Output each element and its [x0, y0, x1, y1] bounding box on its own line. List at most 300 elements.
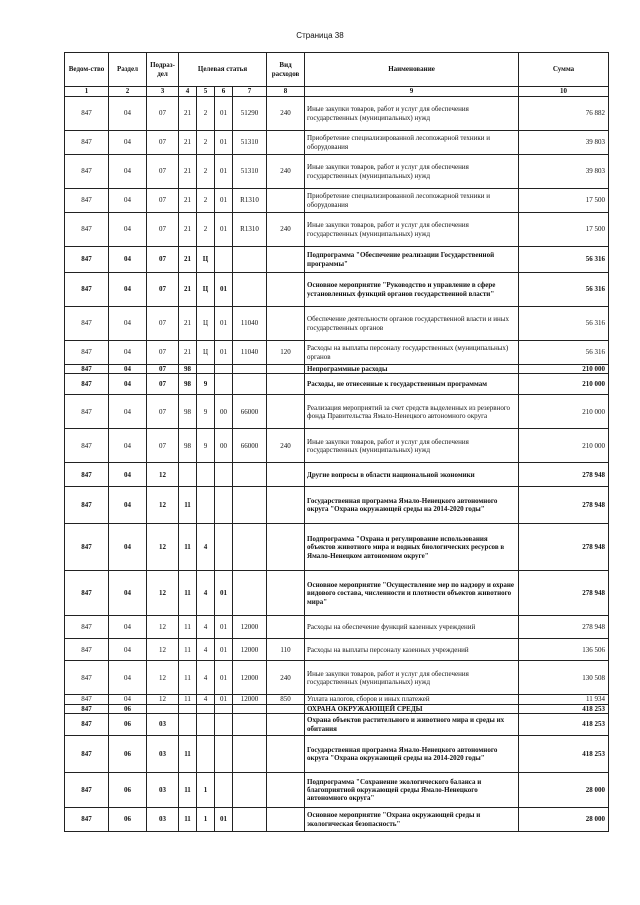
cs2-cell: 1: [197, 808, 215, 832]
ved-cell: 847: [65, 571, 109, 616]
vid-cell: [267, 307, 305, 341]
razdel-cell: 04: [109, 97, 147, 131]
cs2-cell: Ц: [197, 341, 215, 365]
cs4-cell: 51310: [233, 155, 267, 189]
cs2-cell: 9: [197, 374, 215, 395]
razdel-cell: 06: [109, 736, 147, 773]
cs2-cell: [197, 704, 215, 713]
ved-cell: 847: [65, 773, 109, 808]
table-row: [65, 487, 609, 524]
cs3-cell: 01: [215, 639, 233, 661]
cs1-cell: 98: [179, 429, 197, 463]
podrazdel-cell: 07: [147, 429, 179, 463]
sum-cell: 136 506: [519, 639, 609, 661]
razdel-cell: 04: [109, 487, 147, 524]
razdel-cell: 06: [109, 808, 147, 832]
col-number: 2: [109, 87, 147, 97]
cs3-cell: 01: [215, 131, 233, 155]
page-number-label: Страница 38: [296, 31, 344, 40]
ved-cell: 847: [65, 131, 109, 155]
table-row: [65, 189, 609, 213]
sum-cell: 210 000: [519, 395, 609, 429]
ved-cell: 847: [65, 616, 109, 639]
vid-cell: [267, 374, 305, 395]
cs3-cell: [215, 773, 233, 808]
razdel-cell: 04: [109, 429, 147, 463]
header-celevaya: Целевая статья: [179, 53, 267, 87]
ved-cell: 847: [65, 155, 109, 189]
name-cell: Государственная программа Ямало-Ненецкого автономного округа "Охрана окружающей среды на 2014-2020 годы": [305, 487, 519, 524]
cs3-cell: [215, 487, 233, 524]
table-row: [65, 374, 609, 395]
cs4-cell: 51310: [233, 131, 267, 155]
col-number: 4: [179, 87, 197, 97]
vid-cell: [267, 616, 305, 639]
cs2-cell: [197, 365, 215, 374]
vid-cell: [267, 736, 305, 773]
header-ved: Ведом-ство: [65, 53, 109, 87]
cs3-cell: 01: [215, 808, 233, 832]
cs2-cell: 4: [197, 616, 215, 639]
cs1-cell: 11: [179, 773, 197, 808]
cs1-cell: 11: [179, 639, 197, 661]
budget-table: [64, 52, 609, 832]
name-cell: Иные закупки товаров, работ и услуг для обеспечения государственных (муниципальных) нужд: [305, 213, 519, 247]
cs4-cell: [233, 808, 267, 832]
cs3-cell: 01: [215, 616, 233, 639]
vid-cell: 120: [267, 341, 305, 365]
razdel-cell: 06: [109, 704, 147, 713]
col-number: 1: [65, 87, 109, 97]
cs1-cell: 21: [179, 213, 197, 247]
razdel-cell: 04: [109, 639, 147, 661]
sum-cell: 17 500: [519, 189, 609, 213]
podrazdel-cell: 07: [147, 247, 179, 273]
name-cell: Обеспечение деятельности органов государственной власти и иных государственных органов: [305, 307, 519, 341]
vid-cell: [267, 247, 305, 273]
podrazdel-cell: 07: [147, 365, 179, 374]
cs2-cell: 9: [197, 395, 215, 429]
name-cell: Приобретение специализированной лесопожарной техники и оборудования: [305, 189, 519, 213]
ved-cell: 847: [65, 695, 109, 704]
cs4-cell: R1310: [233, 213, 267, 247]
name-cell: Государственная программа Ямало-Ненецкого автономного округа "Охрана окружающей среды на 2014-2020 годы": [305, 736, 519, 773]
cs1-cell: 21: [179, 155, 197, 189]
column-number-row: [65, 87, 609, 97]
name-cell: Расходы на обеспечение функций казенных учреждений: [305, 616, 519, 639]
podrazdel-cell: 07: [147, 341, 179, 365]
cs4-cell: [233, 714, 267, 736]
cs3-cell: 00: [215, 429, 233, 463]
cs4-cell: 51290: [233, 97, 267, 131]
cs1-cell: 21: [179, 341, 197, 365]
cs3-cell: 01: [215, 97, 233, 131]
sum-cell: 56 316: [519, 341, 609, 365]
cs4-cell: [233, 524, 267, 571]
cs3-cell: [215, 524, 233, 571]
ved-cell: 847: [65, 213, 109, 247]
col-number: 3: [147, 87, 179, 97]
podrazdel-cell: 03: [147, 773, 179, 808]
cs4-cell: 12000: [233, 661, 267, 695]
razdel-cell: 04: [109, 524, 147, 571]
vid-cell: [267, 131, 305, 155]
cs3-cell: [215, 736, 233, 773]
cs4-cell: 66000: [233, 395, 267, 429]
table-row: [65, 429, 609, 463]
cs4-cell: [233, 365, 267, 374]
vid-cell: [267, 808, 305, 832]
cs3-cell: 01: [215, 307, 233, 341]
vid-cell: 240: [267, 213, 305, 247]
vid-cell: 110: [267, 639, 305, 661]
cs2-cell: Ц: [197, 307, 215, 341]
cs3-cell: 01: [215, 189, 233, 213]
name-cell: Основное мероприятие "Осуществление мер по надзору и охране видового состава, численности и плотности объектов животного мира": [305, 571, 519, 616]
col-number: 8: [267, 87, 305, 97]
cs4-cell: [233, 487, 267, 524]
ved-cell: 847: [65, 714, 109, 736]
name-cell: Подпрограмма "Обеспечение реализации Государственной программы": [305, 247, 519, 273]
cs2-cell: 2: [197, 131, 215, 155]
razdel-cell: 04: [109, 131, 147, 155]
table-row: [65, 247, 609, 273]
razdel-cell: 04: [109, 341, 147, 365]
cs2-cell: Ц: [197, 247, 215, 273]
podrazdel-cell: 12: [147, 463, 179, 487]
name-cell: Другие вопросы в области национальной экономики: [305, 463, 519, 487]
col-number: 7: [233, 87, 267, 97]
ved-cell: 847: [65, 341, 109, 365]
sum-cell: 278 948: [519, 487, 609, 524]
ved-cell: 847: [65, 247, 109, 273]
name-cell: Основное мероприятие "Охрана окружающей среды и экологическая безопасность": [305, 808, 519, 832]
cs2-cell: 4: [197, 639, 215, 661]
table-row: [65, 463, 609, 487]
table-row: [65, 273, 609, 307]
name-cell: Расходы, не отнесенные к государственным программам: [305, 374, 519, 395]
razdel-cell: 06: [109, 714, 147, 736]
ved-cell: 847: [65, 307, 109, 341]
podrazdel-cell: 12: [147, 571, 179, 616]
table-row: [65, 639, 609, 661]
cs1-cell: 98: [179, 365, 197, 374]
cs2-cell: [197, 736, 215, 773]
cs4-cell: [233, 704, 267, 713]
vid-cell: 240: [267, 661, 305, 695]
cs3-cell: [215, 463, 233, 487]
sum-cell: 278 948: [519, 571, 609, 616]
podrazdel-cell: 07: [147, 97, 179, 131]
vid-cell: [267, 365, 305, 374]
cs2-cell: 4: [197, 571, 215, 616]
cs2-cell: 4: [197, 661, 215, 695]
ved-cell: 847: [65, 808, 109, 832]
cs2-cell: [197, 714, 215, 736]
cs4-cell: [233, 374, 267, 395]
header-sum: Сумма: [519, 53, 609, 87]
vid-cell: 240: [267, 97, 305, 131]
sum-cell: 39 803: [519, 155, 609, 189]
cs3-cell: 01: [215, 341, 233, 365]
header-razdel: Раздел: [109, 53, 147, 87]
table-row: [65, 661, 609, 695]
cs3-cell: [215, 365, 233, 374]
sum-cell: 11 934: [519, 695, 609, 704]
ved-cell: 847: [65, 395, 109, 429]
cs1-cell: 21: [179, 131, 197, 155]
name-cell: ОХРАНА ОКРУЖАЮЩЕЙ СРЕДЫ: [305, 704, 519, 713]
table-row: [65, 704, 609, 713]
razdel-cell: 04: [109, 571, 147, 616]
name-cell: Подпрограмма "Охрана и регулирование использования объектов животного мира и водных биологических ресурсов в Ямало-Ненецком автономном округе": [305, 524, 519, 571]
sum-cell: 278 948: [519, 524, 609, 571]
podrazdel-cell: 03: [147, 808, 179, 832]
ved-cell: 847: [65, 639, 109, 661]
name-cell: Приобретение специализированной лесопожарной техники и оборудования: [305, 131, 519, 155]
vid-cell: 850: [267, 695, 305, 704]
vid-cell: [267, 714, 305, 736]
razdel-cell: 04: [109, 695, 147, 704]
sum-cell: 28 000: [519, 773, 609, 808]
cs2-cell: 2: [197, 155, 215, 189]
cs4-cell: [233, 736, 267, 773]
cs1-cell: 11: [179, 524, 197, 571]
name-cell: Охрана объектов растительного и животного мира и среды их обитания: [305, 714, 519, 736]
cs3-cell: 01: [215, 155, 233, 189]
table-row: [65, 97, 609, 131]
cs3-cell: 01: [215, 695, 233, 704]
podrazdel-cell: [147, 704, 179, 713]
cs4-cell: 12000: [233, 616, 267, 639]
table-row: [65, 524, 609, 571]
cs3-cell: 01: [215, 213, 233, 247]
table-row: [65, 773, 609, 808]
name-cell: Расходы на выплаты персоналу казенных учреждений: [305, 639, 519, 661]
vid-cell: 240: [267, 429, 305, 463]
cs1-cell: 11: [179, 487, 197, 524]
table-row: [65, 736, 609, 773]
razdel-cell: 04: [109, 155, 147, 189]
cs4-cell: 12000: [233, 695, 267, 704]
sum-cell: 28 000: [519, 808, 609, 832]
vid-cell: [267, 704, 305, 713]
ved-cell: 847: [65, 429, 109, 463]
cs4-cell: [233, 273, 267, 307]
ved-cell: 847: [65, 463, 109, 487]
podrazdel-cell: 03: [147, 736, 179, 773]
ved-cell: 847: [65, 736, 109, 773]
cs1-cell: 11: [179, 736, 197, 773]
col-number: 6: [215, 87, 233, 97]
ved-cell: 847: [65, 487, 109, 524]
ved-cell: 847: [65, 189, 109, 213]
podrazdel-cell: 12: [147, 661, 179, 695]
vid-cell: 240: [267, 155, 305, 189]
cs4-cell: 11040: [233, 341, 267, 365]
podrazdel-cell: 07: [147, 273, 179, 307]
razdel-cell: 04: [109, 307, 147, 341]
sum-cell: 56 316: [519, 273, 609, 307]
razdel-cell: 04: [109, 616, 147, 639]
name-cell: Непрограммные расходы: [305, 365, 519, 374]
table-row: [65, 395, 609, 429]
sum-cell: 130 508: [519, 661, 609, 695]
table-row: [65, 131, 609, 155]
header-vid: Вид расходов: [267, 53, 305, 87]
cs1-cell: 21: [179, 97, 197, 131]
name-cell: Основное мероприятие "Руководство и управление в сфере установленных функций органов государственной власти": [305, 273, 519, 307]
cs3-cell: 00: [215, 395, 233, 429]
cs3-cell: 01: [215, 571, 233, 616]
table-row: [65, 695, 609, 704]
header-name: Наименование: [305, 53, 519, 87]
cs4-cell: [233, 247, 267, 273]
cs1-cell: 21: [179, 189, 197, 213]
cs1-cell: 11: [179, 808, 197, 832]
ved-cell: 847: [65, 97, 109, 131]
table-row: [65, 571, 609, 616]
ved-cell: 847: [65, 374, 109, 395]
header-podrazdel: Подраз-дел: [147, 53, 179, 87]
cs1-cell: 11: [179, 571, 197, 616]
podrazdel-cell: 07: [147, 213, 179, 247]
cs2-cell: 2: [197, 97, 215, 131]
razdel-cell: 04: [109, 374, 147, 395]
vid-cell: [267, 189, 305, 213]
vid-cell: [267, 524, 305, 571]
table-row: [65, 365, 609, 374]
podrazdel-cell: 07: [147, 131, 179, 155]
table-row: [65, 616, 609, 639]
cs1-cell: [179, 463, 197, 487]
name-cell: Иные закупки товаров, работ и услуг для обеспечения государственных (муниципальных) нужд: [305, 97, 519, 131]
ved-cell: 847: [65, 661, 109, 695]
podrazdel-cell: 07: [147, 189, 179, 213]
name-cell: Иные закупки товаров, работ и услуг для обеспечения государственных (муниципальных) нужд: [305, 661, 519, 695]
cs1-cell: 11: [179, 616, 197, 639]
cs1-cell: 11: [179, 661, 197, 695]
podrazdel-cell: 12: [147, 695, 179, 704]
cs1-cell: 21: [179, 247, 197, 273]
cs2-cell: 4: [197, 524, 215, 571]
vid-cell: [267, 571, 305, 616]
name-cell: Иные закупки товаров, работ и услуг для обеспечения государственных (муниципальных) нужд: [305, 155, 519, 189]
sum-cell: 278 948: [519, 463, 609, 487]
table-row: [65, 307, 609, 341]
podrazdel-cell: 07: [147, 307, 179, 341]
cs2-cell: 2: [197, 213, 215, 247]
table-row: [65, 341, 609, 365]
vid-cell: [267, 463, 305, 487]
razdel-cell: 04: [109, 661, 147, 695]
vid-cell: [267, 487, 305, 524]
ved-cell: 847: [65, 365, 109, 374]
razdel-cell: 04: [109, 213, 147, 247]
cs2-cell: 9: [197, 429, 215, 463]
sum-cell: 56 316: [519, 247, 609, 273]
vid-cell: [267, 273, 305, 307]
cs3-cell: 01: [215, 273, 233, 307]
podrazdel-cell: 12: [147, 487, 179, 524]
podrazdel-cell: 03: [147, 714, 179, 736]
podrazdel-cell: 12: [147, 524, 179, 571]
razdel-cell: 04: [109, 189, 147, 213]
razdel-cell: 04: [109, 395, 147, 429]
table-row: [65, 714, 609, 736]
name-cell: Расходы на выплаты персоналу государственных (муниципальных) органов: [305, 341, 519, 365]
ved-cell: 847: [65, 273, 109, 307]
col-number: 10: [519, 87, 609, 97]
sum-cell: 418 253: [519, 704, 609, 713]
razdel-cell: 04: [109, 463, 147, 487]
podrazdel-cell: 07: [147, 395, 179, 429]
cs2-cell: Ц: [197, 273, 215, 307]
podrazdel-cell: 07: [147, 155, 179, 189]
vid-cell: [267, 395, 305, 429]
vid-cell: [267, 773, 305, 808]
sum-cell: 56 316: [519, 307, 609, 341]
table-row: [65, 155, 609, 189]
cs4-cell: R1310: [233, 189, 267, 213]
cs4-cell: [233, 463, 267, 487]
ved-cell: 847: [65, 704, 109, 713]
cs2-cell: [197, 487, 215, 524]
cs1-cell: 21: [179, 307, 197, 341]
table-row: [65, 808, 609, 832]
table-row: [65, 213, 609, 247]
cs3-cell: [215, 374, 233, 395]
name-cell: Реализация мероприятий за счет средств выделенных из резервного фонда Правительства Ямало-Ненецкого автономного округа: [305, 395, 519, 429]
cs2-cell: 4: [197, 695, 215, 704]
cs1-cell: [179, 704, 197, 713]
cs1-cell: [179, 714, 197, 736]
ved-cell: 847: [65, 524, 109, 571]
sum-cell: 39 803: [519, 131, 609, 155]
razdel-cell: 04: [109, 273, 147, 307]
razdel-cell: 04: [109, 247, 147, 273]
cs4-cell: 11040: [233, 307, 267, 341]
cs4-cell: 66000: [233, 429, 267, 463]
sum-cell: 278 948: [519, 616, 609, 639]
podrazdel-cell: 12: [147, 639, 179, 661]
sum-cell: 210 000: [519, 365, 609, 374]
col-number: 9: [305, 87, 519, 97]
col-number: 5: [197, 87, 215, 97]
cs3-cell: [215, 714, 233, 736]
cs1-cell: 98: [179, 395, 197, 429]
sum-cell: 210 000: [519, 374, 609, 395]
cs3-cell: 01: [215, 661, 233, 695]
name-cell: Уплата налогов, сборов и иных платежей: [305, 695, 519, 704]
sum-cell: 418 253: [519, 736, 609, 773]
sum-cell: 210 000: [519, 429, 609, 463]
cs1-cell: 11: [179, 695, 197, 704]
podrazdel-cell: 07: [147, 374, 179, 395]
razdel-cell: 04: [109, 365, 147, 374]
sum-cell: 17 500: [519, 213, 609, 247]
sum-cell: 418 253: [519, 714, 609, 736]
cs2-cell: 2: [197, 189, 215, 213]
cs1-cell: 21: [179, 273, 197, 307]
cs4-cell: 12000: [233, 639, 267, 661]
name-cell: Иные закупки товаров, работ и услуг для обеспечения государственных (муниципальных) нужд: [305, 429, 519, 463]
cs2-cell: 1: [197, 773, 215, 808]
cs3-cell: [215, 704, 233, 713]
razdel-cell: 06: [109, 773, 147, 808]
sum-cell: 76 882: [519, 97, 609, 131]
name-cell: Подпрограмма "Сохранение экологического баланса и благоприятной окружающей среды Ямало-Ненецкого автономного округа": [305, 773, 519, 808]
